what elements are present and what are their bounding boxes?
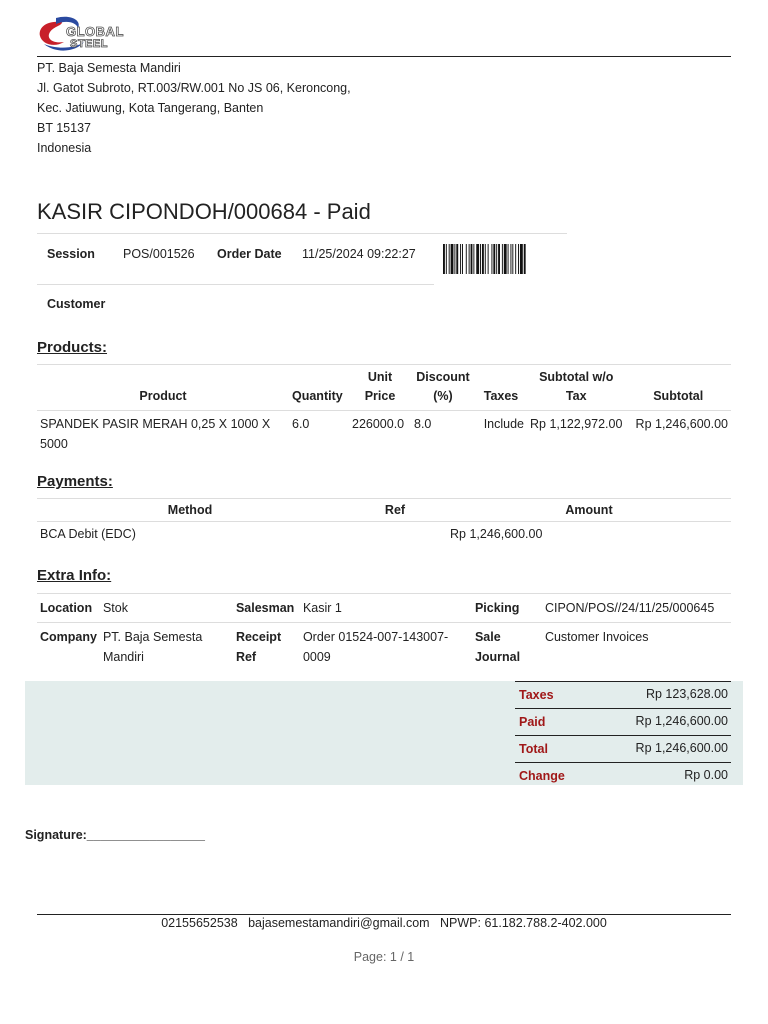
company-name: PT. Baja Semesta Mandiri [37,61,181,75]
paid-value: Rp 1,246,600.00 [635,714,728,728]
products-heading: Products: [37,339,108,356]
company-label: Company [37,623,100,672]
barcode-bar [473,244,474,274]
barcode-bar [443,244,445,274]
barcode [443,244,559,279]
svg-text:GLOBAL: GLOBAL [66,24,124,39]
sale-journal-label: Sale Journal [472,623,542,672]
product-subtotal: Rp 1,246,600.00 [635,417,728,431]
product-name: SPANDEK PASIR MERAH 0,25 X 1000 X 5000 [40,417,271,451]
order-date-value: 11/25/2024 09:22:27 [302,247,416,261]
col-quantity: Quantity [289,365,349,411]
table-row [37,411,731,458]
barcode-bar [518,244,519,274]
barcode-bar [480,244,481,274]
barcode-bar [496,244,497,274]
col-amount: Amount [447,499,731,522]
salesman-value: Kasir 1 [300,594,472,623]
salesman-label: Salesman [233,594,300,623]
payment-amount: Rp 1,246,600.00 [450,527,543,541]
company-value: PT. Baja Semesta Mandiri [100,623,233,672]
page-number: Page: 1 / 1 [353,950,415,964]
taxes-label: Taxes [519,688,554,702]
barcode-bar [469,244,470,274]
header-divider [37,56,731,57]
totals-table [515,681,731,789]
totals-row-total [515,735,731,762]
barcode-bar [456,244,458,274]
barcode-bar [510,244,511,274]
table-row [37,522,731,547]
picking-label: Picking [472,594,542,623]
barcode-bar [446,244,447,274]
barcode-bar [466,244,467,274]
taxes-value: Rp 123,628.00 [645,687,728,701]
footer-divider [37,914,731,915]
totals-row-taxes [515,681,731,708]
col-subtotal: Subtotal [625,365,731,411]
page-title: KASIR CIPONDOH/000684 - Paid [37,199,371,224]
address-line-1: Jl. Gatot Subroto, RT.003/RW.001 No JS 06, Keroncong, [37,81,351,95]
extra-info-table [37,593,731,671]
footer-contact: 02155652538 bajasemestamandiri@gmail.com NPWP: 61.182.788.2-402.000 [161,916,607,930]
address-line-3: BT 15137 [37,121,91,135]
totals-row-paid [515,708,731,735]
col-subtotal-wo-tax: Subtotal w/o Tax [527,365,625,411]
company-logo [36,14,136,54]
barcode-bar [493,244,495,274]
col-ref: Ref [343,499,447,522]
extra-info-heading: Extra Info: [37,567,112,584]
location-label: Location [37,594,100,623]
totals-row-change [515,762,731,789]
col-taxes: Taxes [475,365,527,411]
address-country: Indonesia [37,141,92,155]
barcode-bar [488,244,489,274]
product-taxes: Include [483,417,524,431]
order-info [37,233,567,324]
picking-value: CIPON/POS//24/11/25/000645 [542,594,731,623]
session-label: Session [47,247,95,261]
table-row [37,594,731,623]
payment-method: BCA Debit (EDC) [40,527,136,541]
location-value: Stok [100,594,233,623]
col-product: Product [37,365,289,411]
barcode-bar [524,244,526,274]
customer-label: Customer [47,297,106,311]
session-value: POS/001526 [123,247,195,261]
barcode-bar [454,244,455,274]
barcode-bar [471,244,473,274]
payments-table [37,498,731,546]
table-row [37,623,731,672]
barcode-bar [460,244,461,274]
order-date-label: Order Date [217,247,282,261]
company-address [37,58,351,158]
total-value: Rp 1,246,600.00 [635,741,728,755]
barcode-bar [476,244,479,274]
barcode-bar [512,244,513,274]
col-method: Method [37,499,343,522]
barcode-bar [482,244,484,274]
barcode-bar [502,244,503,274]
barcode-bar [451,244,454,274]
payments-heading: Payments: [37,473,113,490]
sale-journal-value: Customer Invoices [542,623,731,672]
barcode-bar [520,244,523,274]
col-unit-price: Unit Price [349,365,411,411]
product-subtotal-wo-tax: Rp 1,122,972.00 [530,417,623,431]
barcode-bar [498,244,500,274]
barcode-bar [485,244,486,274]
change-value: Rp 0.00 [684,768,728,782]
barcode-bar [504,244,507,274]
barcode-bar [462,244,463,274]
product-unit-price: 226000.0 [352,417,405,431]
address-line-2: Kec. Jatiuwung, Kota Tangerang, Banten [37,101,264,115]
svg-text:STEEL: STEEL [70,38,108,50]
total-label: Total [519,742,548,756]
barcode-bar [449,244,450,274]
products-table [37,364,731,457]
barcode-bar [491,244,492,274]
receipt-ref-label: Receipt Ref [233,623,300,672]
col-discount: Discount (%) [411,365,475,411]
barcode-bar [515,244,516,274]
payment-ref [343,522,447,547]
receipt-ref-value: Order 01524-007-143007-0009 [300,623,472,672]
change-label: Change [519,769,565,783]
product-quantity: 6.0 [292,417,310,431]
product-discount: 8.0 [414,417,432,431]
info-divider [37,284,434,285]
signature-line: Signature:_________________ [25,828,205,842]
barcode-bar [508,244,509,274]
paid-label: Paid [519,715,546,729]
